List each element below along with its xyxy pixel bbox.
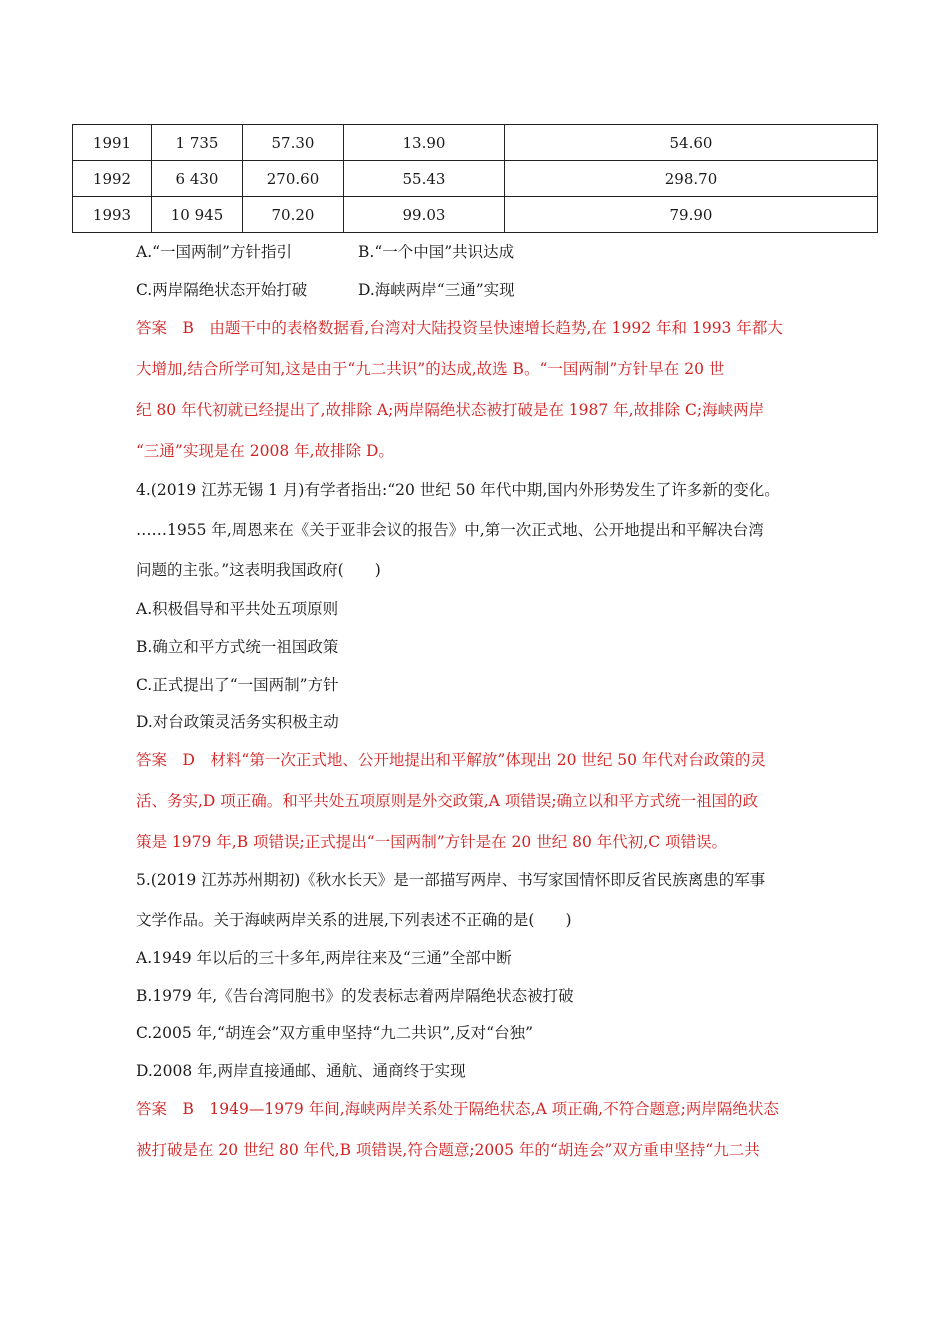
q5-answer-line: 答案 B 1949—1979 年间,海峡两岸关系处于隔绝状态,A 项正确,不符合题意;两岸隔绝状态 [136,1100,779,1118]
q4-answer-line: 答案 D 材料“第一次正式地、公开地提出和平解放”体现出 20 世纪 50 年代对台政策的灵 [136,751,766,769]
q5-stem-line: 文学作品。关于海峡两岸关系的进展,下列表述不正确的是( ) [136,911,572,929]
investment-table [72,124,878,233]
q3-answer-line: 纪 80 年代初就已经提出了,故排除 A;两岸隔绝状态被打破是在 1987 年,故排除 C;海峡两岸 [136,401,765,419]
table-cell: 99.03 [344,197,505,233]
q5-answer-line: 被打破是在 20 世纪 80 年代,B 项错误,符合题意;2005 年的“胡连会”双方重申坚持“九二共 [136,1141,760,1159]
table-cell: 298.70 [505,161,878,197]
q4-stem-line: 问题的主张。”这表明我国政府( ) [136,561,381,579]
table-cell: 270.60 [243,161,344,197]
table-cell: 6 430 [152,161,243,197]
q5-stem-line: 5.(2019 江苏苏州期初)《秋水长天》是一部描写两岸、书写家国情怀即反省民族离患的军事 [136,871,766,889]
table-cell: 1991 [73,125,152,161]
q3-option-a: A.“一国两制”方针指引 [136,243,292,261]
q4-option: A.积极倡导和平共处五项原则 [136,600,339,618]
q3-option-b: B.“一个中国”共识达成 [358,243,515,261]
table-cell: 10 945 [152,197,243,233]
table-row [73,197,878,233]
table-cell: 1992 [73,161,152,197]
q5-option: D.2008 年,两岸直接通邮、通航、通商终于实现 [136,1062,466,1080]
table-cell: 54.60 [505,125,878,161]
q3-option-d: D.海峡两岸“三通”实现 [358,281,515,299]
q4-option: D.对台政策灵活务实积极主动 [136,713,339,731]
q4-answer-line: 策是 1979 年,B 项错误;正式提出“一国两制”方针是在 20 世纪 80 年代初,C 项错误。 [136,833,727,851]
table-row [73,161,878,197]
q4-option: C.正式提出了“一国两制”方针 [136,676,339,694]
q4-option: B.确立和平方式统一祖国政策 [136,638,339,656]
table-row [73,125,878,161]
q3-answer-line: 答案 B 由题干中的表格数据看,台湾对大陆投资呈快速增长趋势,在 1992 年和 1993 年都大 [136,319,783,337]
q4-answer-line: 活、务实,D 项正确。和平共处五项原则是外交政策,A 项错误;确立以和平方式统一祖国的政 [136,792,759,810]
q5-option: A.1949 年以后的三十多年,两岸往来及“三通”全部中断 [136,949,512,967]
q3-answer-line: “三通”实现是在 2008 年,故排除 D。 [136,442,394,460]
table-cell: 1993 [73,197,152,233]
table-cell: 1 735 [152,125,243,161]
q5-option: B.1979 年,《告台湾同胞书》的发表标志着两岸隔绝状态被打破 [136,987,574,1005]
table-cell: 13.90 [344,125,505,161]
table-cell: 70.20 [243,197,344,233]
q4-stem-line: ……1955 年,周恩来在《关于亚非会议的报告》中,第一次正式地、公开地提出和平解决台湾 [136,521,764,539]
q5-option: C.2005 年,“胡连会”双方重申坚持“九二共识”,反对“台独” [136,1024,534,1042]
q3-option-c: C.两岸隔绝状态开始打破 [136,281,308,299]
table-cell: 57.30 [243,125,344,161]
table-cell: 55.43 [344,161,505,197]
table-cell: 79.90 [505,197,878,233]
q3-answer-line: 大增加,结合所学可知,这是由于“九二共识”的达成,故选 B。“一国两制”方针早在 20 世 [136,360,725,378]
q4-stem-line: 4.(2019 江苏无锡 1 月)有学者指出:“20 世纪 50 年代中期,国内外形势发生了许多新的变化。 [136,481,780,499]
